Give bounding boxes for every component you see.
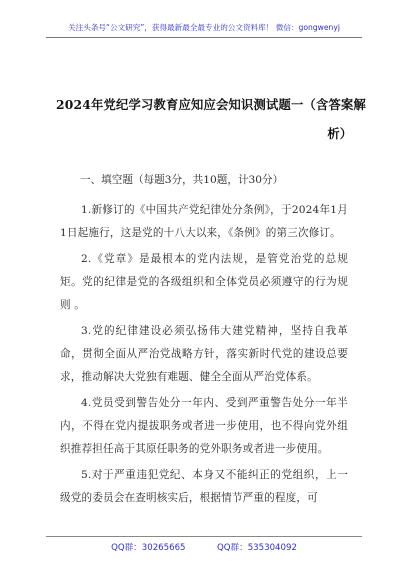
page-header: 关注头条号“公文研究”，获得最新最全最专业的公文资料库！ 微信：gongwenyj xyxy=(46,22,362,38)
question-paragraph-3: 3.党的纪律建设必须弘扬伟大建党精神，坚持自我革命，贯彻全面从严治党战略方针，落实新时代党的建设总要求，推动解决大党独有难题、健全全面从严治党体系。 xyxy=(60,325,348,383)
footer-qq-group-1: QQ群：30265665 xyxy=(111,543,186,553)
question-paragraph-4: 4.党员受到警告处分一年内、受到严重警告处分一年半内，不得在党内提拔职务或者进一步使用，也不得向党外组织推荐担任高于其原任职务的党外职务或者进一步使用。 xyxy=(60,397,348,455)
document-title: 2024年党纪学习教育应知应会知识测试题一（含答案解 xyxy=(56,97,366,112)
question-paragraph-1: 1.新修订的《中国共产党纪律处分条例》，于2024年1月1日起施行，这是党的十八大以来，《条例》的第三次修订。 xyxy=(60,204,348,239)
question-paragraph-2: 2.《党章》是最根本的党内法规，是管党治党的总规矩。党的纪律是党的各级组织和全体党员必须遵守的行为规则 。 xyxy=(60,253,348,311)
question-paragraph-5: 5.对于严重违犯党纪、本身又不能纠正的党组织，上一级党的委员会在查明核实后，根据情节严重的程度，可 xyxy=(60,469,348,504)
section-heading: 一、填空题（每题3分，共10题，计30分） xyxy=(80,174,284,186)
document-title-continued: 析） xyxy=(327,126,352,141)
page-footer xyxy=(46,536,362,553)
document-body xyxy=(60,172,348,513)
footer-qq-group-2: QQ群：535304092 xyxy=(217,543,297,553)
